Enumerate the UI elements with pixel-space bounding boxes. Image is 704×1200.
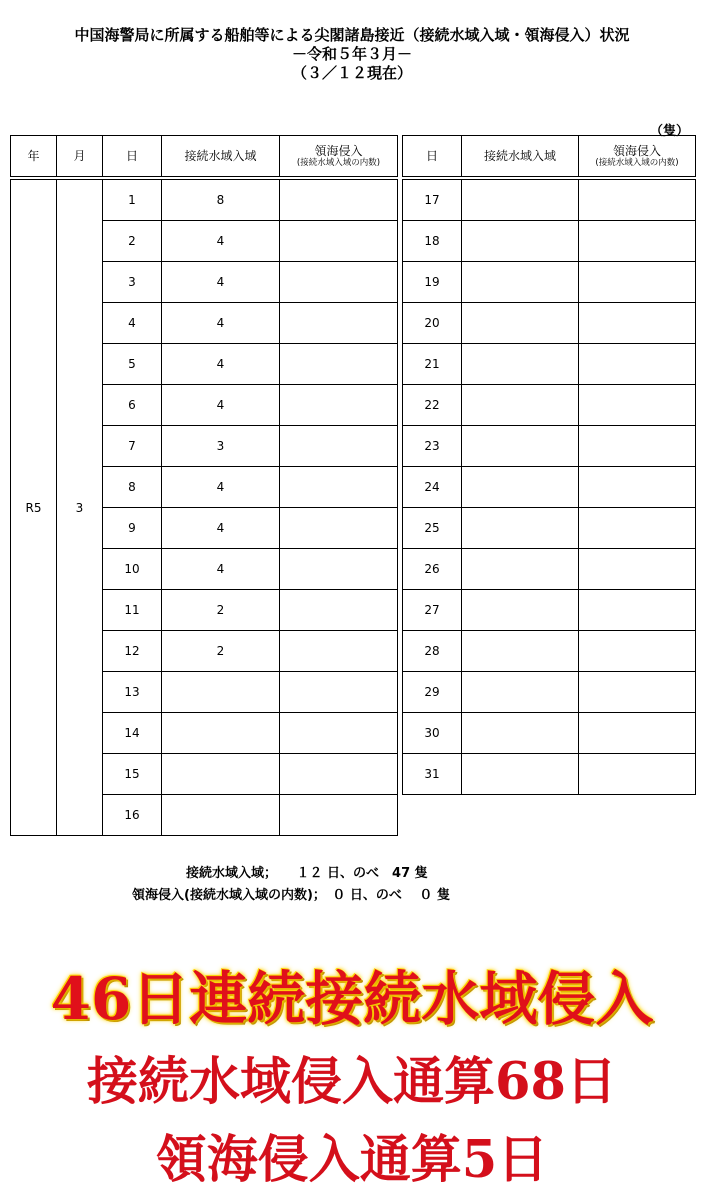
territorial-cell xyxy=(579,180,696,221)
header-territorial-label: 領海侵入 xyxy=(314,143,363,158)
as-of-label: （３／１２現在） xyxy=(291,64,412,82)
territorial-cell xyxy=(280,590,398,631)
territorial-cell xyxy=(280,303,398,344)
contiguous-cell xyxy=(462,426,579,467)
day-cell: 2 xyxy=(103,221,162,262)
table-row xyxy=(403,303,696,344)
contiguous-cell xyxy=(462,631,579,672)
header-month: 月 xyxy=(57,136,103,177)
day-cell: 15 xyxy=(103,754,162,795)
territorial-cell xyxy=(579,221,696,262)
day-cell: 12 xyxy=(103,631,162,672)
table-row xyxy=(403,262,696,303)
period-label: －令和５年３月－ xyxy=(291,45,412,63)
day-cell: 6 xyxy=(103,385,162,426)
day-cell: 30 xyxy=(403,713,462,754)
territorial-cell xyxy=(280,631,398,672)
day-cell: 9 xyxy=(103,508,162,549)
day-cell: 5 xyxy=(103,344,162,385)
table-row xyxy=(403,672,696,713)
territorial-cell xyxy=(579,303,696,344)
contiguous-cell xyxy=(462,385,579,426)
table-row xyxy=(403,467,696,508)
day-cell: 7 xyxy=(103,426,162,467)
territorial-cell xyxy=(280,549,398,590)
day-cell: 17 xyxy=(403,180,462,221)
table-row xyxy=(403,754,696,795)
territorial-cell xyxy=(280,385,398,426)
territorial-cell xyxy=(280,221,398,262)
table-row xyxy=(403,426,696,467)
day-cell: 19 xyxy=(403,262,462,303)
table-row xyxy=(403,221,696,262)
day-cell: 31 xyxy=(403,754,462,795)
day-cell: 23 xyxy=(403,426,462,467)
left-header-row xyxy=(11,136,398,177)
contiguous-cell: 4 xyxy=(162,467,280,508)
day-cell: 11 xyxy=(103,590,162,631)
day-cell: 20 xyxy=(403,303,462,344)
contiguous-cell: 8 xyxy=(162,180,280,221)
territorial-cell xyxy=(579,508,696,549)
right-table xyxy=(402,135,696,795)
table-row xyxy=(403,631,696,672)
day-cell: 14 xyxy=(103,713,162,754)
contiguous-cell xyxy=(462,754,579,795)
header-contiguous: 接続水域入域 xyxy=(162,136,280,177)
contiguous-cell xyxy=(462,467,579,508)
territorial-cell xyxy=(280,754,398,795)
contiguous-cell: 4 xyxy=(162,262,280,303)
territorial-cell xyxy=(579,754,696,795)
day-cell: 28 xyxy=(403,631,462,672)
territorial-cell xyxy=(280,426,398,467)
day-cell: 21 xyxy=(403,344,462,385)
contiguous-cell xyxy=(462,262,579,303)
contiguous-cell: 4 xyxy=(162,221,280,262)
header-contiguous-right: 接続水域入域 xyxy=(462,136,579,177)
unit-label: （隻） xyxy=(650,124,690,139)
territorial-cell xyxy=(280,467,398,508)
day-cell: 26 xyxy=(403,549,462,590)
day-cell: 8 xyxy=(103,467,162,508)
territorial-cell xyxy=(579,467,696,508)
territorial-cell xyxy=(579,262,696,303)
contiguous-cell: 4 xyxy=(162,549,280,590)
header-territorial-sub-right: (接続水域入域の内数) xyxy=(595,157,679,168)
table-row xyxy=(403,713,696,754)
day-cell: 24 xyxy=(403,467,462,508)
contiguous-cell xyxy=(462,672,579,713)
territorial-cell xyxy=(579,426,696,467)
header-territorial-sub: (接続水域入域の内数) xyxy=(296,157,381,168)
day-cell: 22 xyxy=(403,385,462,426)
table-row xyxy=(403,180,696,221)
summary-contiguous: 接続水域入域； １２ 日、のべ 47 隻 xyxy=(186,866,428,881)
territorial-cell xyxy=(280,672,398,713)
header-territorial-right xyxy=(579,136,696,177)
contiguous-cell: 4 xyxy=(162,385,280,426)
territorial-cell xyxy=(579,385,696,426)
day-cell: 27 xyxy=(403,590,462,631)
contiguous-cell xyxy=(462,344,579,385)
day-cell: 16 xyxy=(103,795,162,836)
territorial-cell xyxy=(280,180,398,221)
territorial-cell xyxy=(579,713,696,754)
table-row xyxy=(403,508,696,549)
header-year: 年 xyxy=(11,136,57,177)
header-territorial xyxy=(280,136,398,177)
territorial-cell xyxy=(280,713,398,754)
contiguous-cell xyxy=(462,590,579,631)
day-cell: 18 xyxy=(403,221,462,262)
territorial-cell xyxy=(579,344,696,385)
contiguous-cell: 3 xyxy=(162,426,280,467)
banner-consecutive-days: 46日連続接続水域侵入 xyxy=(50,965,654,1033)
territorial-cell xyxy=(579,672,696,713)
territorial-cell xyxy=(280,795,398,836)
table-row xyxy=(11,180,398,221)
contiguous-cell: 4 xyxy=(162,344,280,385)
day-cell: 1 xyxy=(103,180,162,221)
day-cell: 3 xyxy=(103,262,162,303)
contiguous-cell: 2 xyxy=(162,590,280,631)
header-day-right: 日 xyxy=(403,136,462,177)
banner-total-contiguous: 接続水域侵入通算68日 xyxy=(87,1052,617,1112)
table-row xyxy=(403,590,696,631)
left-table xyxy=(10,135,398,836)
contiguous-cell xyxy=(462,549,579,590)
territorial-cell xyxy=(579,590,696,631)
day-cell: 10 xyxy=(103,549,162,590)
banner-total-territorial: 領海侵入通算5日 xyxy=(155,1130,549,1190)
contiguous-cell xyxy=(462,221,579,262)
table-row xyxy=(403,344,696,385)
contiguous-cell xyxy=(162,672,280,713)
contiguous-cell xyxy=(162,754,280,795)
contiguous-cell: 4 xyxy=(162,508,280,549)
summary-territorial: 領海侵入(接続水域入域の内数)； ０ 日、のべ ０ 隻 xyxy=(132,888,450,903)
territorial-cell xyxy=(280,508,398,549)
contiguous-cell xyxy=(462,303,579,344)
day-cell: 29 xyxy=(403,672,462,713)
territorial-cell xyxy=(579,549,696,590)
contiguous-cell xyxy=(462,180,579,221)
day-cell: 4 xyxy=(103,303,162,344)
contiguous-cell xyxy=(462,713,579,754)
page-title: 中国海警局に所属する船舶等による尖閣諸島接近（接続水域入域・領海侵入）状況 xyxy=(74,26,630,44)
header-territorial-label-right: 領海侵入 xyxy=(612,143,661,158)
right-header-row xyxy=(403,136,696,177)
contiguous-cell: 2 xyxy=(162,631,280,672)
territorial-cell xyxy=(280,344,398,385)
contiguous-cell xyxy=(162,713,280,754)
year-cell: R5 xyxy=(11,180,57,836)
contiguous-cell xyxy=(162,795,280,836)
territorial-cell xyxy=(579,631,696,672)
table-row xyxy=(403,385,696,426)
territorial-cell xyxy=(280,262,398,303)
table-row xyxy=(403,549,696,590)
header-day: 日 xyxy=(103,136,162,177)
day-cell: 25 xyxy=(403,508,462,549)
month-cell: 3 xyxy=(57,180,103,836)
contiguous-cell: 4 xyxy=(162,303,280,344)
contiguous-cell xyxy=(462,508,579,549)
day-cell: 13 xyxy=(103,672,162,713)
